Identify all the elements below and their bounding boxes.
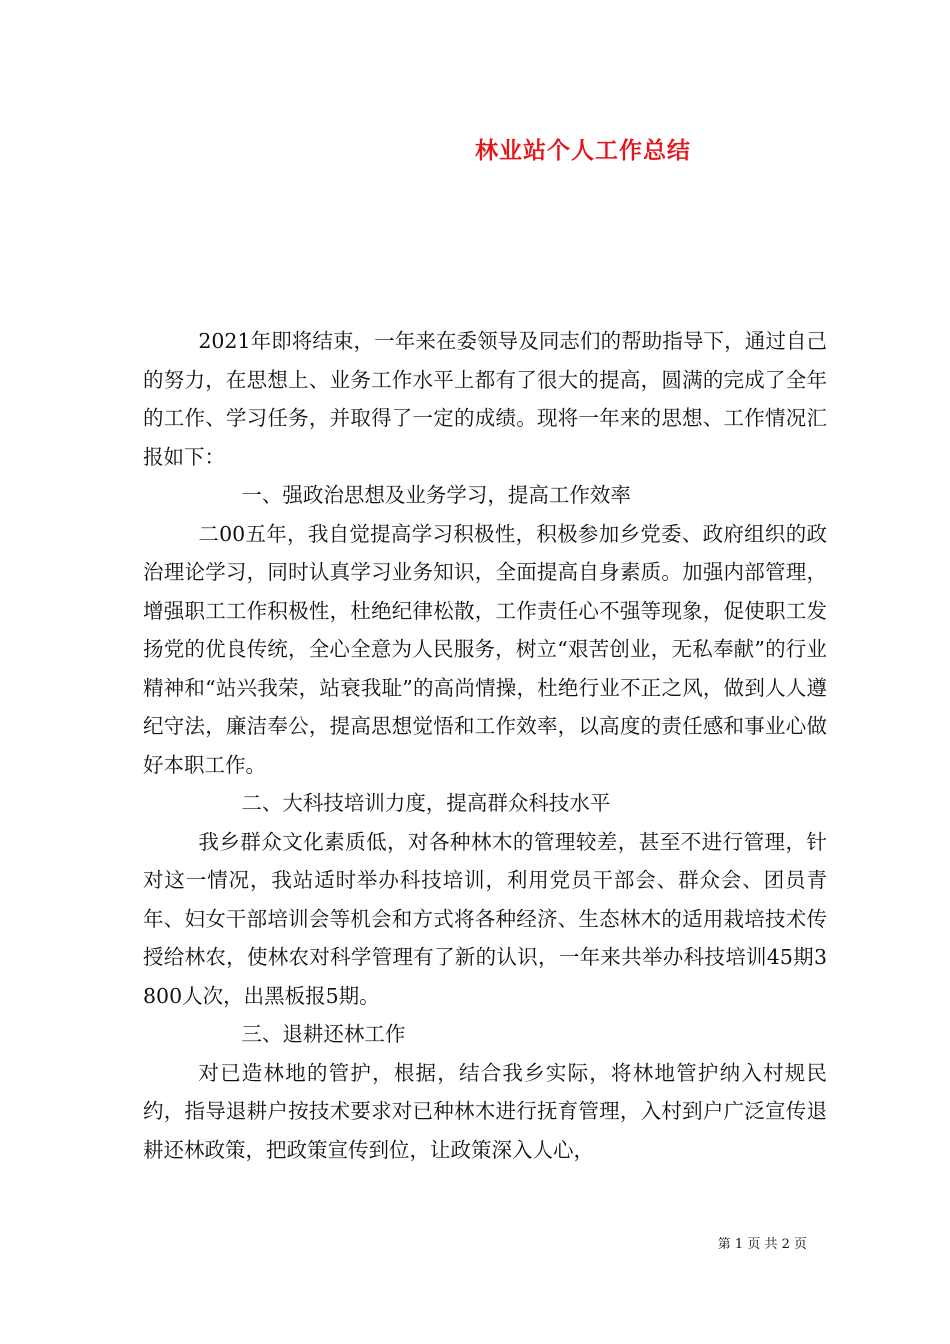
document-title: 林业站个人工作总结 — [475, 137, 691, 164]
section-paragraph-1: 二00五年，我自觉提高学习积极性，积极参加乡党委、政府组织的政治理论学习，同时认真学习业务知识，全面提高自身素质。加强内部管理，增强职工工作积极性，杜绝纪律松散，工作责任心不强等现象，促使职工发扬党的优良传统，全心全意为人民服务，树立“艰苦创业，无私奉献”的行业精神和“站兴我荣，站衰我耻”的高尚情操，杜绝行业不正之风，做到人人遵纪守法，廉洁奉公，提高思想觉悟和工作效率，以高度的责任感和事业心做好本职工作。 — [143, 521, 827, 777]
page-number-footer: 第 1 页 共 2 页 — [717, 1237, 807, 1252]
section-heading-2: 二、大科技培训力度，提高群众科技水平 — [241, 791, 611, 815]
section-paragraph-2: 我乡群众文化素质低，对各种林木的管理较差，甚至不进行管理，针对这一情况，我站适时举办科技培训，利用党员干部会、群众会、团员青年、妇女干部培训会等机会和方式将各种经济、生态林木的适用栽培技术传授给林农，使林农对科学管理有了新的认识，一年来共举办科技培训45期3800人次，出黑板报5期。 — [143, 829, 827, 1008]
section-heading-3: 三、退耕还林工作 — [241, 1022, 406, 1046]
section-paragraph-3: 对已造林地的管护，根据，结合我乡实际，将林地管护纳入村规民约，指导退耕户按技术要求对已种林木进行抚育管理，入村到户广泛宣传退耕还林政策，把政策宣传到位，让政策深入人心， — [143, 1060, 827, 1162]
section-heading-1: 一、强政治思想及业务学习，提高工作效率 — [241, 483, 631, 507]
intro-paragraph: 2021年即将结束，一年来在委领导及同志们的帮助指导下，通过自己的努力，在思想上、业务工作水平上都有了很大的提高，圆满的完成了全年的工作、学习任务，并取得了一定的成绩。现将一年来的思想、工作情况汇报如下： — [143, 329, 827, 469]
document-body — [143, 322, 827, 1169]
